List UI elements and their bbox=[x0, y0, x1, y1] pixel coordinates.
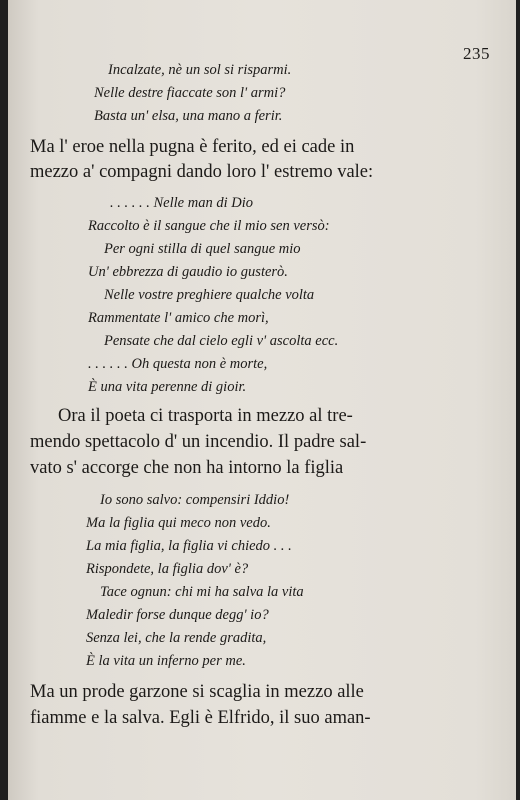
verse-line: Ma la figlia qui meco non vedo. bbox=[86, 515, 271, 531]
paragraph-line: Ora il poeta ci trasporta in mezzo al tre- bbox=[58, 406, 353, 426]
verse-line: Basta un' elsa, una mano a ferir. bbox=[94, 108, 283, 124]
verse-line: Nelle vostre preghiere qualche volta bbox=[104, 287, 315, 303]
paragraph-line: mendo spettacolo d' un incendio. Il padre sal- bbox=[30, 432, 367, 452]
verse-line: Incalzate, nè un sol si risparmi. bbox=[108, 62, 292, 78]
verse-line: . . . . . . Nelle man di Dio bbox=[110, 195, 253, 211]
verse-line: Maledir forse dunque degg' io? bbox=[86, 607, 269, 623]
paragraph-line: Ma l' eroe nella pugna è ferito, ed ei cade in bbox=[30, 137, 355, 157]
paragraph-line: vato s' accorge che non ha intorno la figlia bbox=[30, 458, 344, 478]
verse-line: Per ogni stilla di quel sangue mio bbox=[104, 241, 301, 257]
verse-line: La mia figlia, la figlia vi chiedo . . . bbox=[86, 538, 292, 554]
page-number: 235 bbox=[463, 44, 490, 63]
verse-line: Rammentate l' amico che morì, bbox=[88, 310, 269, 326]
verse-line: È la vita un inferno per me. bbox=[86, 653, 246, 669]
verse-line: È una vita perenne di gioir. bbox=[88, 379, 247, 395]
verse-line: Raccolto è il sangue che il mio sen versò: bbox=[88, 218, 330, 234]
verse-line: Io sono salvo: compensiri Iddio! bbox=[100, 492, 290, 508]
paragraph-line: mezzo a' compagni dando loro l' estremo vale: bbox=[30, 162, 374, 182]
paragraph-line: Ma un prode garzone si scaglia in mezzo alle bbox=[30, 682, 364, 702]
verse-line: Pensate che dal cielo egli v' ascolta ecc. bbox=[104, 333, 339, 349]
verse-line: . . . . . . Oh questa non è morte, bbox=[88, 356, 268, 372]
verse-line: Un' ebbrezza di gaudio io gusterò. bbox=[88, 264, 288, 280]
verse-line: Senza lei, che la rende gradita, bbox=[86, 630, 267, 646]
book-page bbox=[8, 0, 516, 800]
verse-line: Tace ognun: chi mi ha salva la vita bbox=[100, 584, 304, 600]
paragraph-line: fiamme e la salva. Egli è Elfrido, il suo aman- bbox=[30, 708, 371, 728]
verse-line: Rispondete, la figlia dov' è? bbox=[86, 561, 249, 577]
verse-line: Nelle destre fiaccate son l' armi? bbox=[94, 85, 286, 101]
